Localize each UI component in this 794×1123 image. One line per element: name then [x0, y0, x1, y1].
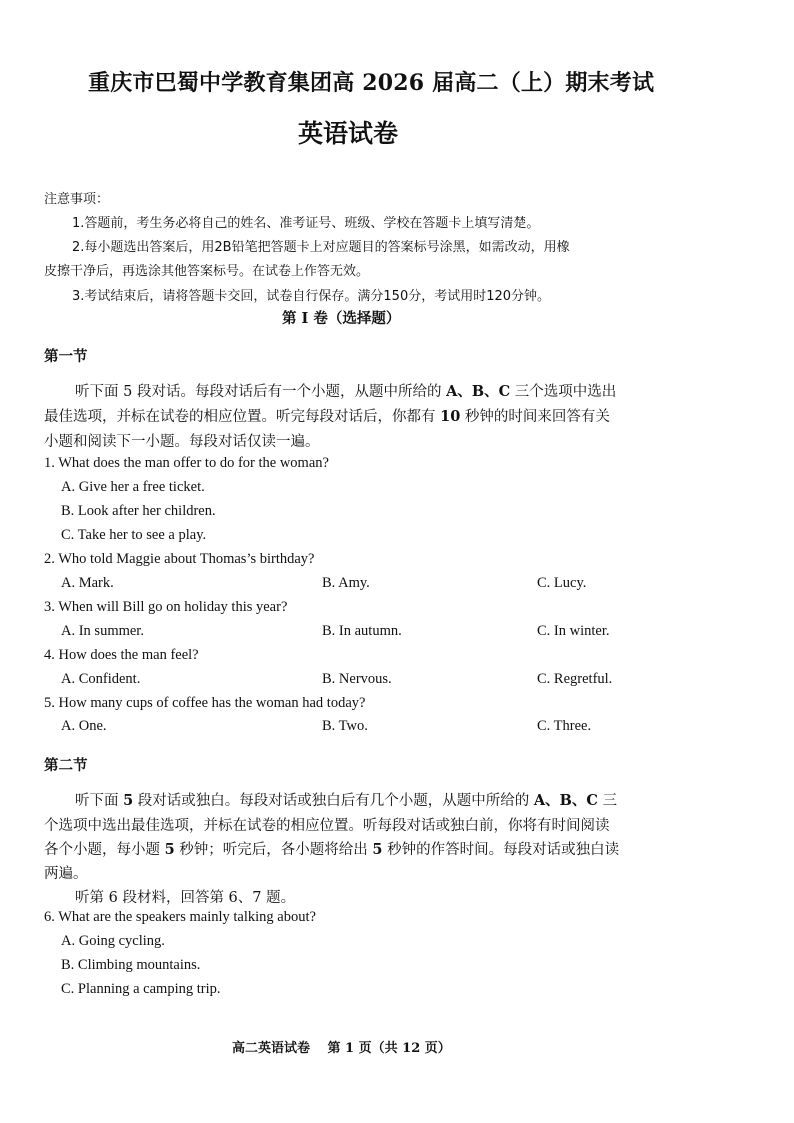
question-1-option-c[interactable]: C. Take her to see a play. [61, 527, 207, 543]
school-title: 重庆市巴蜀中学教育集团高 2026 届高二（上）期末考试 [88, 70, 655, 96]
section1-heading: 第一节 [44, 348, 88, 365]
question-1-stem: 1. What does the man offer to do for the woman? [44, 455, 329, 471]
section1-instructions-line1: 听下面 5 段对话。每段对话后有一个小题，从题中所给的 A、B、C 三个选项中选出 [75, 383, 617, 400]
question-5-option-c[interactable]: C. Three. [537, 718, 592, 734]
question-2-option-b[interactable]: B. Amy. [322, 575, 370, 591]
question-5-option-a[interactable]: A. One. [61, 718, 107, 734]
question-1-option-a[interactable]: A. Give her a free ticket. [61, 479, 205, 495]
question-2-option-c[interactable]: C. Lucy. [537, 575, 587, 591]
question-4-option-b[interactable]: B. Nervous. [322, 671, 392, 687]
volume-title: 第 I 卷（选择题） [282, 310, 401, 327]
question-5-stem: 5. How many cups of coffee has the woman had today? [44, 695, 366, 711]
section2-instructions-line4: 两遍。 [44, 866, 88, 882]
section2-instructions-line1: 听下面 5 段对话或独白。每段对话或独白后有几个小题，从题中所给的 A、B、C 三 [75, 792, 618, 809]
notes-label: 注意事项： [44, 192, 110, 207]
question-6-option-b[interactable]: B. Climbing mountains. [61, 957, 201, 973]
question-6-option-a[interactable]: A. Going cycling. [61, 933, 165, 949]
question-2-option-a[interactable]: A. Mark. [61, 575, 114, 591]
notes-item-2-line2: 皮擦干净后，再选涂其他答案标号。在试卷上作答无效。 [44, 264, 370, 279]
question-4-option-c[interactable]: C. Regretful. [537, 671, 613, 687]
question-2-stem: 2. Who told Maggie about Thomas’s birthday? [44, 551, 315, 567]
notes-item-1: 1.答题前，考生务必将自己的姓名、准考证号、班级、学校在答题卡上填写清楚。 [72, 216, 540, 231]
section1-instructions-line2: 最佳选项，并标在试卷的相应位置。听完每段对话后，你都有 10 秒钟的时间来回答有关 [44, 408, 610, 425]
material-note: 听第 6 段材料，回答第 6、7 题。 [75, 890, 296, 906]
notes-item-2-line1: 2.每小题选出答案后，用2B铅笔把答题卡上对应题目的答案标号涂黑，如需改动，用橡 [72, 240, 570, 255]
question-6-stem: 6. What are the speakers mainly talking about? [44, 909, 316, 925]
question-1-option-b[interactable]: B. Look after her children. [61, 503, 216, 519]
question-3-option-a[interactable]: A. In summer. [61, 623, 144, 639]
section2-instructions-line2: 个选项中选出最佳选项，并标在试卷的相应位置。听每段对话或独白前，你将有时间阅读 [44, 818, 610, 834]
question-3-option-b[interactable]: B. In autumn. [322, 623, 402, 639]
section2-instructions-line3: 各个小题，每小题 5 秒钟；听完后，各小题将给出 5 秒钟的作答时间。每段对话或独白读 [44, 841, 620, 858]
exam-title: 英语试卷 [298, 119, 399, 148]
section1-instructions-line3: 小题和阅读下一小题。每段对话仅读一遍。 [44, 434, 320, 450]
question-3-stem: 3. When will Bill go on holiday this year? [44, 599, 288, 615]
page-footer: 高二英语试卷 第 1 页（共 12 页） [232, 1041, 451, 1056]
notes-item-3: 3.考试结束后，请将答题卡交回，试卷自行保存。满分150分，考试用时120分钟。 [72, 289, 551, 304]
question-5-option-b[interactable]: B. Two. [322, 718, 368, 734]
question-6-option-c[interactable]: C. Planning a camping trip. [61, 981, 221, 997]
section2-heading: 第二节 [44, 757, 88, 774]
question-3-option-c[interactable]: C. In winter. [537, 623, 610, 639]
question-4-option-a[interactable]: A. Confident. [61, 671, 141, 687]
question-4-stem: 4. How does the man feel? [44, 647, 199, 663]
